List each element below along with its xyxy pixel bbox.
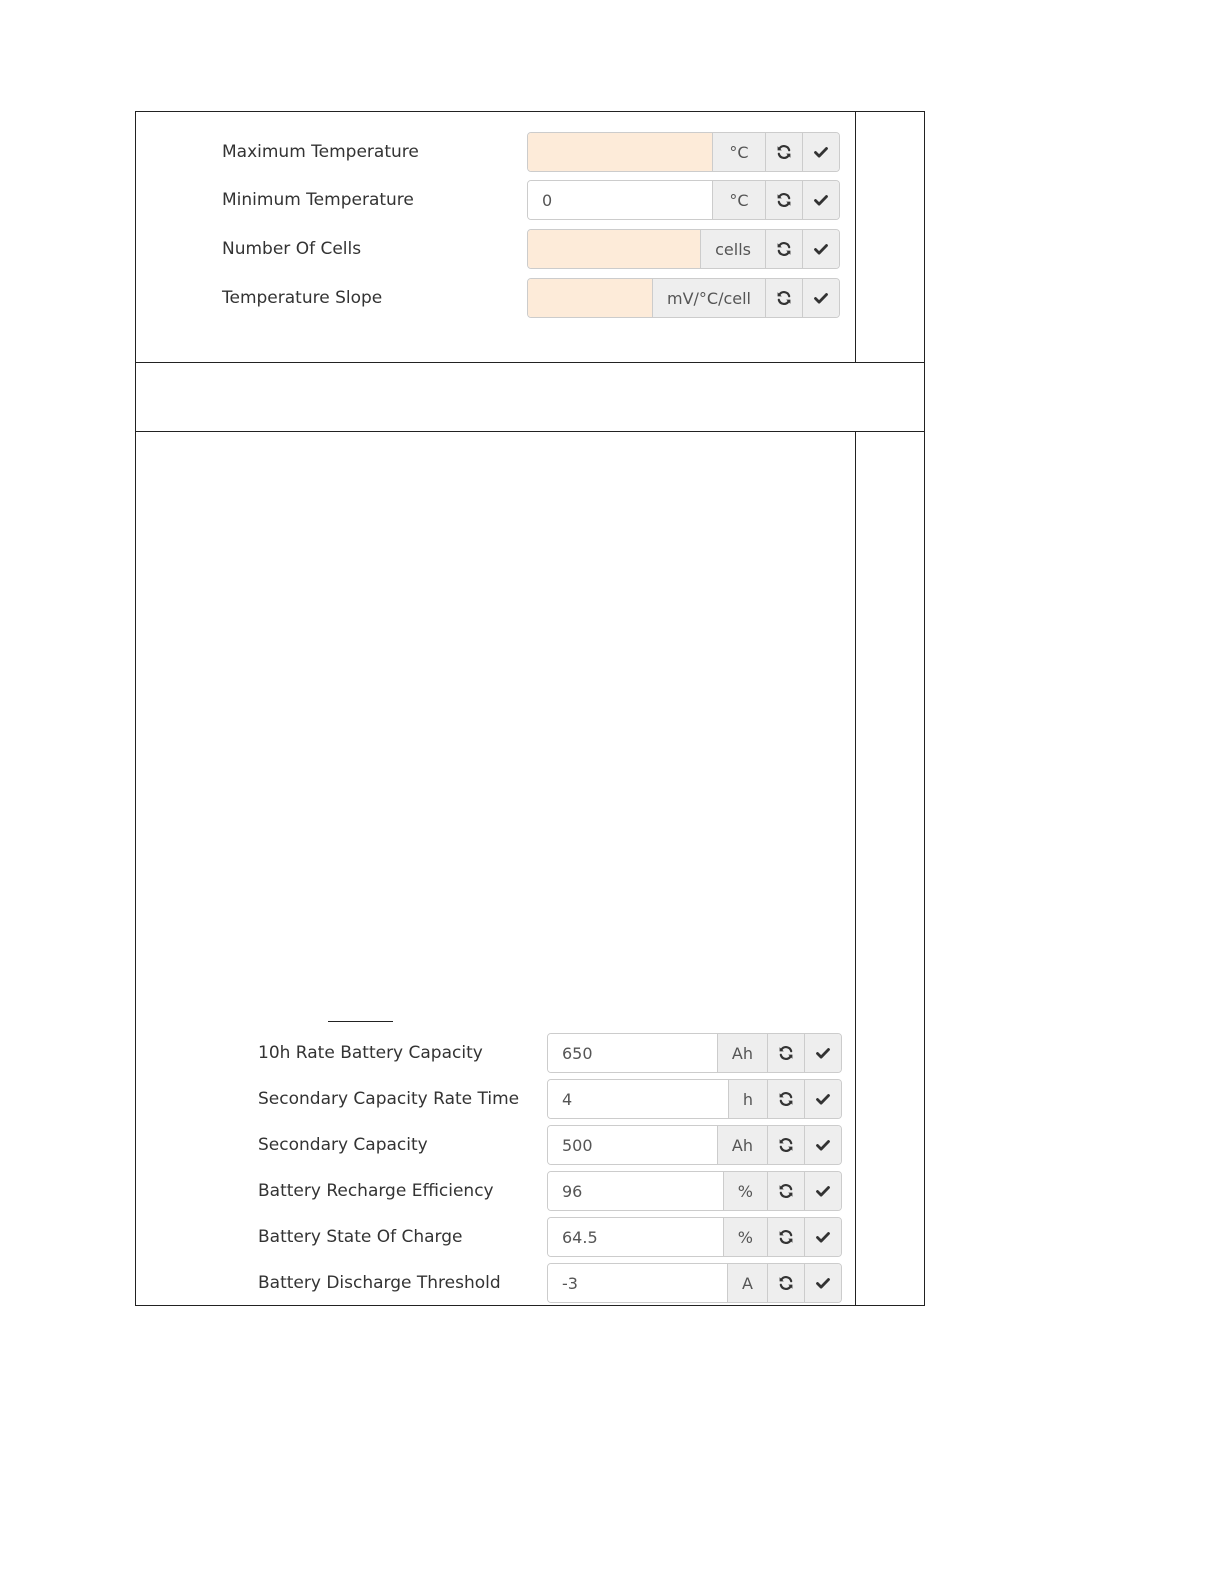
setting-label: Temperature Slope <box>222 288 383 308</box>
maximum-temperature-input-group <box>527 132 840 172</box>
setting-label: 10h Rate Battery Capacity <box>258 1043 483 1063</box>
setting-row-battery-discharge-threshold <box>258 1263 501 1303</box>
checkmark-icon <box>815 1045 831 1061</box>
unit-label: °C <box>712 133 765 171</box>
refresh-icon <box>778 1275 794 1291</box>
secondary-capacity-rate-time-input-group <box>547 1079 842 1119</box>
number-of-cells-input[interactable] <box>528 230 700 268</box>
battery-recharge-efficiency-input-group <box>547 1171 842 1211</box>
setting-row-temperature-slope <box>222 278 382 318</box>
secondary-capacity-rate-time-input[interactable] <box>548 1080 728 1118</box>
setting-row-secondary-capacity-rate-time <box>258 1079 519 1119</box>
table-divider-top <box>135 362 925 363</box>
temperature-slope-input-group <box>527 278 840 318</box>
setting-label: Battery Recharge Efficiency <box>258 1181 494 1201</box>
battery-state-of-charge-input[interactable] <box>548 1218 723 1256</box>
reset-button[interactable] <box>767 1172 804 1210</box>
refresh-icon <box>778 1183 794 1199</box>
underline-decoration <box>328 1021 393 1022</box>
maximum-temperature-input[interactable] <box>528 133 712 171</box>
checkmark-icon <box>815 1137 831 1153</box>
refresh-icon <box>778 1045 794 1061</box>
battery-discharge-threshold-input[interactable] <box>548 1264 727 1302</box>
refresh-icon <box>776 241 792 257</box>
setting-label: Battery State Of Charge <box>258 1227 463 1247</box>
apply-button[interactable] <box>804 1172 841 1210</box>
number-of-cells-input-group <box>527 229 840 269</box>
secondary-capacity-input[interactable] <box>548 1126 717 1164</box>
battery-recharge-efficiency-input[interactable] <box>548 1172 723 1210</box>
battery-discharge-threshold-input-group <box>547 1263 842 1303</box>
unit-label: cells <box>700 230 765 268</box>
reset-button[interactable] <box>765 181 802 219</box>
minimum-temperature-input[interactable] <box>528 181 712 219</box>
apply-button[interactable] <box>802 133 839 171</box>
apply-button[interactable] <box>804 1264 841 1302</box>
apply-button[interactable] <box>804 1080 841 1118</box>
setting-label: Number Of Cells <box>222 239 362 259</box>
checkmark-icon <box>813 241 829 257</box>
reset-button[interactable] <box>765 279 802 317</box>
battery-capacity-input[interactable] <box>548 1034 717 1072</box>
setting-label: Minimum Temperature <box>222 190 414 210</box>
checkmark-icon <box>813 192 829 208</box>
reset-button[interactable] <box>767 1080 804 1118</box>
setting-label: Secondary Capacity <box>258 1135 428 1155</box>
battery-capacity-input-group <box>547 1033 842 1073</box>
unit-label: % <box>723 1218 767 1256</box>
table-column-divider-top <box>855 111 856 362</box>
apply-button[interactable] <box>802 181 839 219</box>
reset-button[interactable] <box>767 1218 804 1256</box>
apply-button[interactable] <box>802 279 839 317</box>
setting-label: Battery Discharge Threshold <box>258 1273 501 1293</box>
unit-label: mV/°C/cell <box>652 279 765 317</box>
minimum-temperature-input-group <box>527 180 840 220</box>
checkmark-icon <box>815 1275 831 1291</box>
setting-label: Secondary Capacity Rate Time <box>258 1089 520 1109</box>
reset-button[interactable] <box>767 1034 804 1072</box>
unit-label: h <box>728 1080 767 1118</box>
setting-row-minimum-temperature <box>222 180 414 220</box>
apply-button[interactable] <box>802 230 839 268</box>
checkmark-icon <box>813 144 829 160</box>
reset-button[interactable] <box>765 133 802 171</box>
table-divider-middle <box>135 431 925 432</box>
unit-label: Ah <box>717 1034 767 1072</box>
refresh-icon <box>778 1137 794 1153</box>
refresh-icon <box>776 144 792 160</box>
unit-label: Ah <box>717 1126 767 1164</box>
checkmark-icon <box>815 1229 831 1245</box>
apply-button[interactable] <box>804 1126 841 1164</box>
unit-label: A <box>727 1264 767 1302</box>
setting-row-10h-rate-battery-capacity <box>258 1033 483 1073</box>
table-column-divider-bottom <box>855 431 856 1306</box>
reset-button[interactable] <box>767 1264 804 1302</box>
setting-row-number-of-cells <box>222 229 361 269</box>
refresh-icon <box>778 1091 794 1107</box>
setting-row-secondary-capacity <box>258 1125 428 1165</box>
refresh-icon <box>778 1229 794 1245</box>
temperature-slope-input[interactable] <box>528 279 652 317</box>
apply-button[interactable] <box>804 1218 841 1256</box>
unit-label: % <box>723 1172 767 1210</box>
reset-button[interactable] <box>765 230 802 268</box>
setting-label: Maximum Temperature <box>222 142 419 162</box>
refresh-icon <box>776 290 792 306</box>
setting-row-maximum-temperature <box>222 132 419 172</box>
reset-button[interactable] <box>767 1126 804 1164</box>
setting-row-battery-recharge-efficiency <box>258 1171 494 1211</box>
unit-label: °C <box>712 181 765 219</box>
refresh-icon <box>776 192 792 208</box>
secondary-capacity-input-group <box>547 1125 842 1165</box>
checkmark-icon <box>813 290 829 306</box>
checkmark-icon <box>815 1183 831 1199</box>
checkmark-icon <box>815 1091 831 1107</box>
setting-row-battery-state-of-charge <box>258 1217 463 1257</box>
battery-state-of-charge-input-group <box>547 1217 842 1257</box>
apply-button[interactable] <box>804 1034 841 1072</box>
